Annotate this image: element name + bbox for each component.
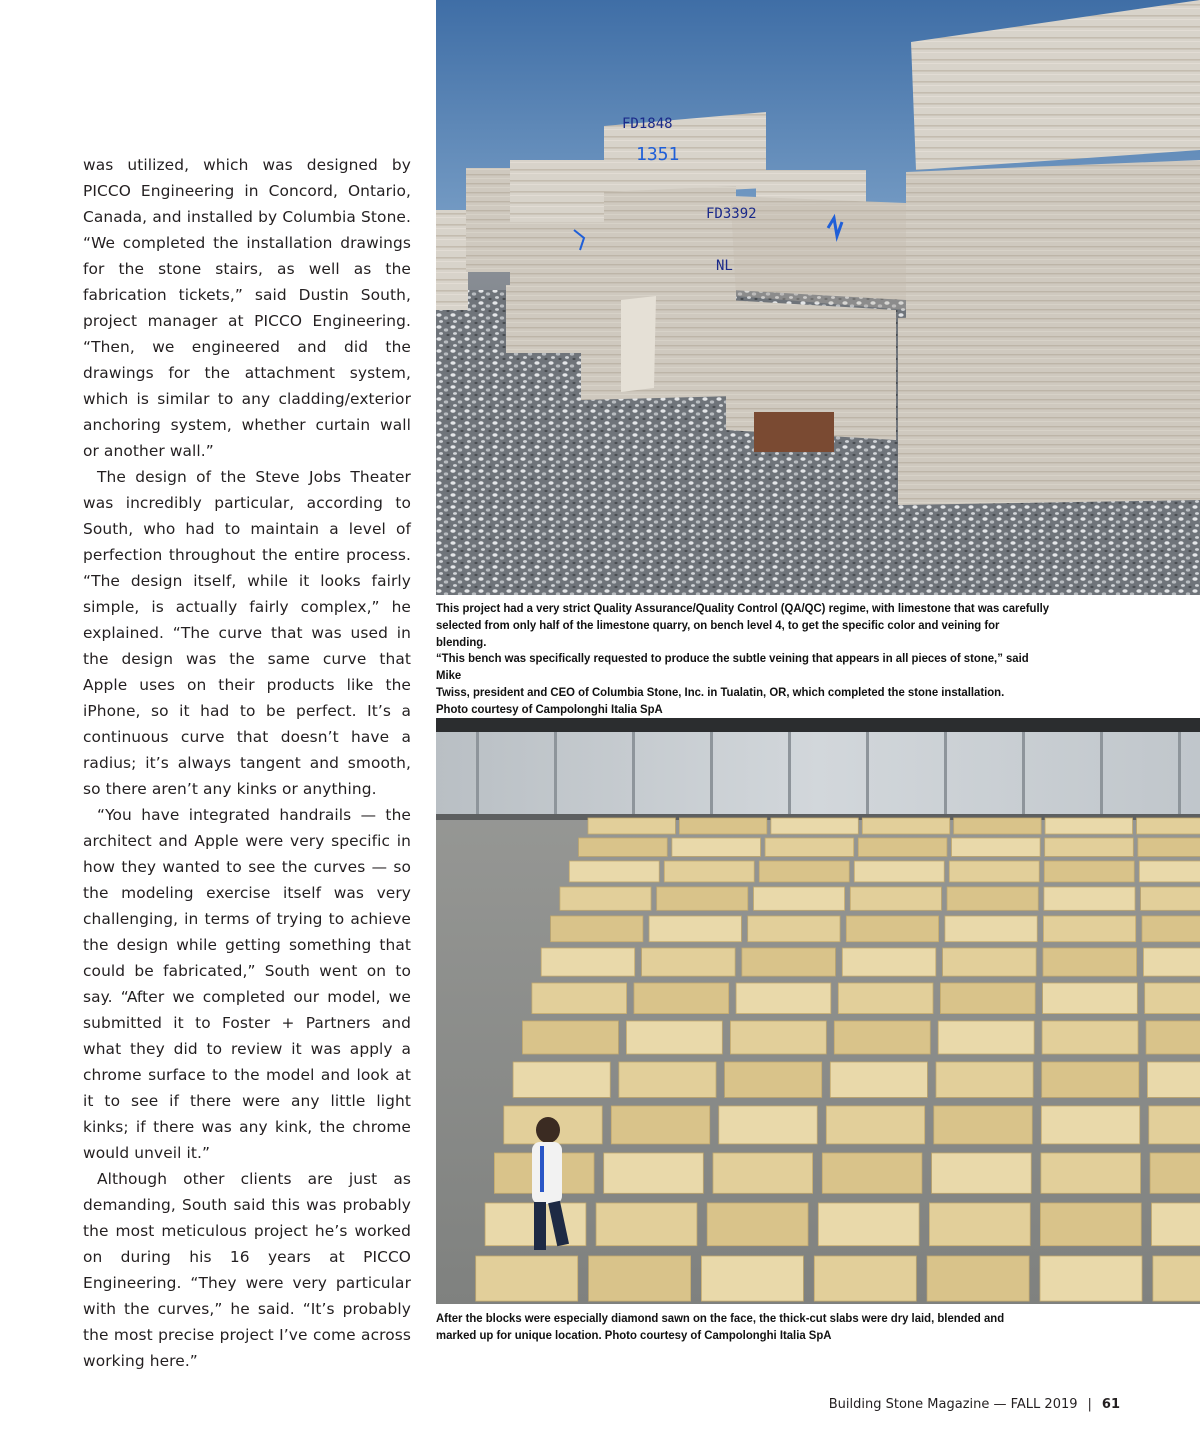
floor-slab	[943, 948, 1037, 976]
article-paragraph: was utilized, which was designed by PICCO Engineering in Concord, Ontario, Canada, and installed by Columbia Stone. “We completed the installation drawings for the stone stairs, as well as the fabrication tickets,” said Dustin South, project manager at PICCO Engineering. “Then, we engineered and did the drawings for the attachment system, which is similar to any cladding/exterior anchoring system, whether curtain wall or another wall.”	[83, 156, 411, 460]
floor-slab	[842, 948, 936, 976]
floor-slab	[513, 1062, 610, 1097]
wall-slab-divider	[476, 732, 479, 814]
floor-slab	[1044, 861, 1134, 882]
floor-slab	[634, 983, 729, 1014]
blocks-photo-caption	[436, 600, 1050, 718]
floor-slab	[822, 1153, 922, 1193]
floor-slab	[649, 916, 741, 942]
floor-slab	[672, 838, 761, 856]
floor-slab	[1146, 1021, 1200, 1054]
floor-slab	[1150, 1153, 1200, 1193]
caption-line: After the blocks were especially diamond sawn on the face, the thick-cut slabs were dry laid, blended and	[436, 1311, 1005, 1325]
wall-slab-divider	[788, 732, 791, 814]
caption-line: Twiss, president and CEO of Columbia Stone, Inc. in Tualatin, OR, which completed the stone installation.	[436, 684, 1005, 699]
floor-slab	[725, 1062, 822, 1097]
floor-slab	[596, 1203, 697, 1246]
wall-slab-divider	[1100, 732, 1103, 814]
floor-slab	[1153, 1256, 1200, 1301]
floor-slab	[701, 1256, 803, 1301]
article-paragraph: The design of the Steve Jobs Theater was incredibly particular, according to South, who had to maintain a level of perfection throughout the entire process. “The design itself, while it looks fairly simple, is actually fairly complex,” he explained. “The curve that was used in the design was the same curve that Apple uses on their products like the iPhone, so it had to be perfect. It’s a continuous curve that doesn’t have a radius; it’s always tangent and smooth, so there aren’t any kinks or anything.	[83, 468, 411, 798]
floor-slab	[736, 983, 831, 1014]
block-marking: FD3392	[706, 206, 757, 222]
floor-slab	[588, 818, 675, 834]
floor-slab	[742, 948, 836, 976]
floor-slab	[814, 1256, 916, 1301]
floor-slab	[834, 1021, 930, 1054]
floor-slab	[611, 1106, 709, 1144]
floor-slab	[1041, 1106, 1139, 1144]
floor-slab	[1142, 916, 1200, 942]
floor-slab	[862, 818, 949, 834]
floor-slab	[1042, 1021, 1138, 1054]
caption-line: Photo courtesy of Campolonghi Italia SpA	[436, 701, 663, 716]
floor-slab	[1145, 983, 1200, 1014]
floor-slab	[759, 861, 849, 882]
block-marking: FD1848	[622, 116, 673, 132]
floor-slab	[730, 1021, 826, 1054]
floor-slab	[771, 818, 858, 834]
publication-name: Building Stone Magazine — FALL 2019	[828, 1397, 1078, 1412]
floor-slab	[850, 887, 941, 910]
floor-slab	[713, 1153, 813, 1193]
dry-laid-slabs-illustration	[436, 718, 1200, 1304]
floor-slab	[765, 838, 854, 856]
floor-slab	[1042, 1062, 1139, 1097]
floor-slab	[541, 948, 635, 976]
floor-slab	[719, 1106, 817, 1144]
floor-slab	[1149, 1106, 1200, 1144]
floor-slab	[1143, 948, 1200, 976]
floor-slab	[551, 916, 643, 942]
floor-slab	[626, 1021, 722, 1054]
floor-slab	[619, 1062, 716, 1097]
floor-slab	[858, 838, 947, 856]
limestone-blocks-photo	[436, 0, 1200, 595]
floor-slab	[1138, 838, 1200, 856]
floor-slab	[932, 1153, 1032, 1193]
floor-slab	[1040, 1256, 1142, 1301]
floor-slab	[748, 916, 840, 942]
article-body	[83, 152, 411, 1374]
floor-slab	[1045, 818, 1132, 834]
floor-slab	[523, 1021, 619, 1054]
wall-slab-divider	[554, 732, 557, 814]
floor-slab	[846, 916, 938, 942]
wall-slab-divider	[632, 732, 635, 814]
floor-slab	[838, 983, 933, 1014]
floor-slab	[1147, 1062, 1200, 1097]
floor-slab	[589, 1256, 691, 1301]
floor-slab	[1137, 818, 1200, 834]
page-footer	[829, 1397, 1120, 1412]
floor-slab	[579, 838, 668, 856]
dry-laid-slabs-photo	[436, 718, 1200, 1304]
floor-slab	[929, 1203, 1030, 1246]
floor-slab	[604, 1153, 704, 1193]
floor-slab	[938, 1021, 1034, 1054]
floor-slab	[952, 838, 1041, 856]
block-marking: 1351	[636, 144, 680, 165]
floor-slab	[854, 861, 944, 882]
floor-slab	[936, 1062, 1033, 1097]
floor-slab	[1045, 838, 1134, 856]
floor-slab	[664, 861, 754, 882]
article-paragraph: “You have integrated handrails — the architect and Apple were very specific in how they wanted to see the curves — so the modeling exercise itself was very challenging, in terms of trying to achieve the design while getting something that could be fabricated,” South went on to say. “After we completed our model, we submitted it to Foster + Partners and what they did to review it was apply a chrome surface to the model and look at it to see if there were any little light kinks; if there was any kink, the chrome would unveil it.”	[83, 806, 411, 1162]
floor-slab	[818, 1203, 919, 1246]
floor-slab	[830, 1062, 927, 1097]
floor-slab	[1041, 1153, 1141, 1193]
floor-slab	[569, 861, 659, 882]
caption-line: marked up for unique location. Photo courtesy of Campolonghi Italia SpA	[436, 1327, 832, 1342]
floor-slab	[707, 1203, 808, 1246]
floor-slab	[1152, 1203, 1200, 1246]
floor-slab	[949, 861, 1039, 882]
wall-slab-divider	[944, 732, 947, 814]
floor-slab	[1141, 887, 1200, 910]
page-number: 61	[1101, 1397, 1120, 1412]
floor-slab	[642, 948, 736, 976]
floor-slab	[532, 983, 627, 1014]
floor-slab	[1044, 887, 1135, 910]
floor-slab	[1043, 916, 1135, 942]
floor-slab	[657, 887, 748, 910]
floor-slab	[945, 916, 1037, 942]
limestone-blocks-illustration	[436, 0, 1200, 595]
floor-slab	[927, 1256, 1029, 1301]
floor-slab	[754, 887, 845, 910]
caption-line: This project had a very strict Quality Assurance/Quality Control (QA/QC) regime, with limestone that was carefully	[436, 601, 1050, 615]
floor-slab	[954, 818, 1041, 834]
floor-slab	[940, 983, 1035, 1014]
wall-slab-divider	[866, 732, 869, 814]
article-paragraph: Although other clients are just as demanding, South said this was probably the most meticulous project he’s worked on during his 16 years at PICCO Engineering. “They were very particular with the curves,” he said. “It’s probably the most precise project I’ve come across working here.”	[83, 1170, 411, 1370]
caption-line: selected from only half of the limestone quarry, on bench level 4, to get the specific color and veining for blending.	[436, 617, 1000, 649]
block-marking: NL	[716, 258, 733, 274]
floor-slab	[934, 1106, 1032, 1144]
slabs-photo-caption	[436, 1310, 1050, 1344]
floor-slab	[1043, 983, 1138, 1014]
floor-slab	[679, 818, 766, 834]
floor-slab	[826, 1106, 924, 1144]
wall-slab-divider	[1022, 732, 1025, 814]
floor-slab	[1043, 948, 1137, 976]
wall-slab-divider	[710, 732, 713, 814]
footer-separator: |	[1087, 1397, 1092, 1412]
floor-slab	[560, 887, 651, 910]
wall-slab-divider	[1178, 732, 1181, 814]
floor-slab	[1139, 861, 1200, 882]
floor-slab	[476, 1256, 578, 1301]
floor-slab	[947, 887, 1038, 910]
caption-line: “This bench was specifically requested to produce the subtle veining that appears in all pieces of stone,” said Mike	[436, 651, 1029, 683]
floor-slab	[1040, 1203, 1141, 1246]
